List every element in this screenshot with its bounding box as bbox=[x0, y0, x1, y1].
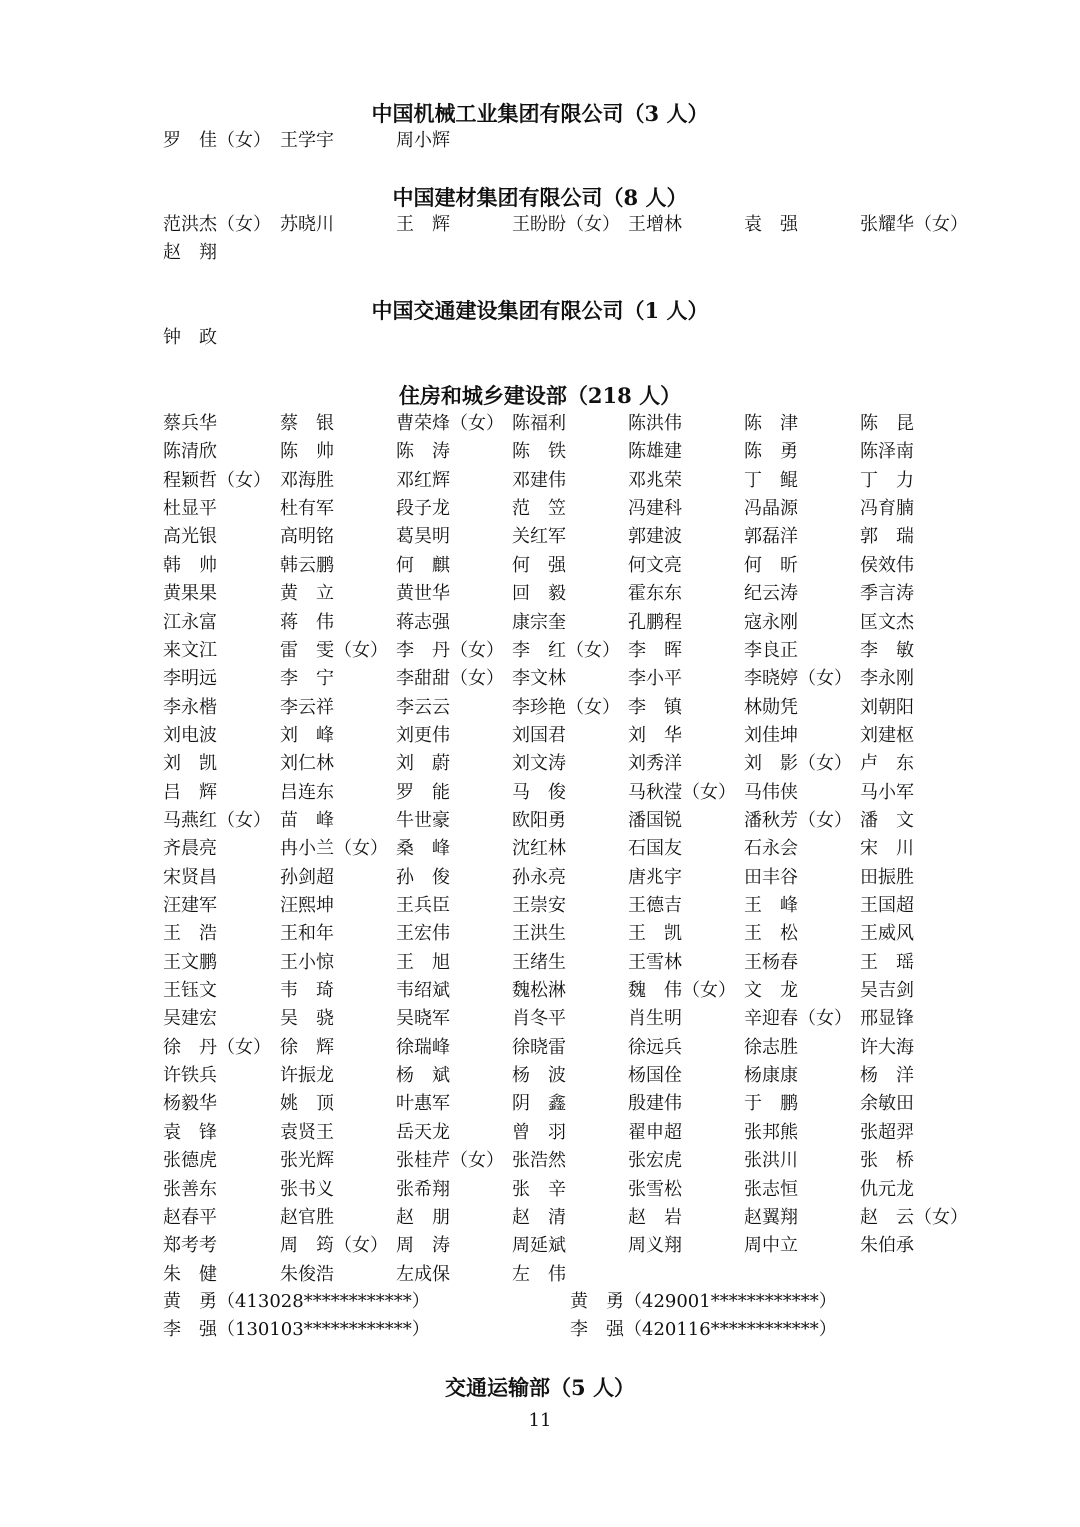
person-name: 王学宇 bbox=[280, 130, 334, 151]
person-name: 赵官胜 bbox=[280, 1206, 334, 1228]
person-name: 刘 凯 bbox=[163, 753, 217, 775]
person-name: 冯晶源 bbox=[744, 498, 798, 520]
person-name: 马 俊 bbox=[512, 781, 566, 803]
person-name: 李永刚 bbox=[860, 668, 914, 690]
person-name: 王威风 bbox=[860, 923, 914, 945]
person-name: 张书义 bbox=[280, 1178, 334, 1200]
person-name: 刘仁林 bbox=[280, 753, 334, 775]
person-name: 曹荣烽（女） bbox=[396, 413, 504, 434]
person-name: 姚 顶 bbox=[280, 1093, 334, 1115]
person-name: 田振胜 bbox=[860, 866, 914, 888]
person-name: 李明远 bbox=[163, 668, 217, 690]
person-name: 殷建伟 bbox=[628, 1093, 682, 1115]
person-name: 王洪生 bbox=[512, 923, 566, 945]
person-name: 何 麒 bbox=[396, 554, 450, 576]
person-name: 王 凯 bbox=[628, 923, 682, 945]
person-name: 杨 斌 bbox=[396, 1065, 450, 1087]
person-name: 张洪川 bbox=[744, 1150, 798, 1172]
person-name: 张 桥 bbox=[860, 1150, 914, 1172]
person-name: 高明铭 bbox=[280, 526, 334, 548]
person-name: 李珍艳（女） bbox=[512, 696, 620, 718]
person-name: 匡文杰 bbox=[860, 611, 914, 633]
person-name: 邓兆荣 bbox=[628, 469, 682, 491]
person-name: 徐 辉 bbox=[280, 1036, 334, 1058]
person-name: 丁 鲲 bbox=[744, 469, 798, 491]
person-name: 徐 丹（女） bbox=[163, 1036, 271, 1058]
person-name: 韦 琦 bbox=[280, 980, 334, 1001]
person-name: 李 宁 bbox=[280, 668, 334, 690]
person-name: 林勋凭 bbox=[744, 696, 798, 718]
person-name: 蒋志强 bbox=[396, 611, 450, 633]
person-name: 江永富 bbox=[163, 611, 217, 633]
person-name: 王崇安 bbox=[512, 895, 566, 916]
person-name: 潘国锐 bbox=[628, 809, 682, 831]
person-name: 赵 岩 bbox=[628, 1206, 682, 1228]
person-name: 刘 华 bbox=[628, 724, 682, 746]
person-name: 雷 雯（女） bbox=[280, 639, 388, 661]
person-name: 刘国君 bbox=[512, 724, 566, 746]
person-name: 范洪杰（女） bbox=[163, 214, 271, 235]
person-name: 阴 鑫 bbox=[512, 1093, 566, 1115]
person-name: 关红军 bbox=[512, 526, 566, 548]
person-name: 石国友 bbox=[628, 838, 682, 860]
person-name: 吕连东 bbox=[280, 781, 334, 803]
person-name: 王文鹏 bbox=[163, 951, 217, 973]
person-name: 沈红林 bbox=[512, 838, 566, 860]
person-name: 于 鹏 bbox=[744, 1093, 798, 1115]
person-name: 石永会 bbox=[744, 838, 798, 860]
person-name: 吕 辉 bbox=[163, 781, 217, 803]
person-name: 杨毅华 bbox=[163, 1093, 217, 1115]
person-name: 陈清欣 bbox=[163, 441, 217, 463]
person-name: 吴建宏 bbox=[163, 1008, 217, 1030]
person-name: 马小军 bbox=[860, 781, 914, 803]
person-name: 张耀华（女） bbox=[860, 214, 968, 235]
section-title: 住房和城乡建设部（218 人） bbox=[398, 383, 682, 408]
person-name: 王增林 bbox=[628, 214, 682, 235]
person-name: 罗 能 bbox=[396, 781, 450, 803]
person-name: 刘建枢 bbox=[860, 724, 914, 746]
person-name: 徐远兵 bbox=[628, 1036, 682, 1058]
person-name: 郭磊洋 bbox=[744, 526, 798, 548]
person-name: 齐晨亮 bbox=[163, 838, 217, 860]
person-name: 张 辛 bbox=[512, 1178, 566, 1200]
person-name: 汪熙坤 bbox=[280, 895, 334, 916]
person-name-with-id: 李 强（130103************） bbox=[163, 1319, 430, 1341]
person-name: 张志恒 bbox=[744, 1178, 798, 1200]
person-name: 李 镇 bbox=[628, 696, 682, 718]
person-name: 张善东 bbox=[163, 1178, 217, 1200]
person-name: 冯育腩 bbox=[860, 498, 914, 520]
person-name: 郭 瑞 bbox=[860, 526, 914, 548]
person-name: 王德吉 bbox=[628, 895, 682, 916]
person-name: 王钰文 bbox=[163, 980, 217, 1001]
person-name-with-id: 黄 勇（429001************） bbox=[570, 1291, 837, 1312]
person-name: 刘 峰 bbox=[280, 724, 334, 746]
person-name: 叶惠军 bbox=[396, 1093, 450, 1115]
person-name: 陈 津 bbox=[744, 413, 798, 434]
person-name: 纪云涛 bbox=[744, 583, 798, 605]
person-name: 肖生明 bbox=[628, 1008, 682, 1030]
person-name: 陈 昆 bbox=[860, 413, 914, 434]
person-name: 欧阳勇 bbox=[512, 809, 566, 831]
person-name: 王盼盼（女） bbox=[512, 214, 620, 235]
person-name-with-id: 李 强（420116************） bbox=[570, 1319, 837, 1341]
person-name: 邓海胜 bbox=[280, 469, 334, 491]
person-name: 许大海 bbox=[860, 1036, 914, 1058]
person-name: 徐志胜 bbox=[744, 1036, 798, 1058]
person-name: 吴晓军 bbox=[396, 1008, 450, 1030]
person-name: 张希翔 bbox=[396, 1178, 450, 1200]
person-name: 朱伯承 bbox=[860, 1235, 914, 1257]
person-name: 袁 强 bbox=[744, 214, 798, 235]
person-name: 左 伟 bbox=[512, 1263, 566, 1285]
person-name: 段子龙 bbox=[396, 498, 450, 520]
person-name: 马燕红（女） bbox=[163, 809, 271, 831]
person-name: 陈泽南 bbox=[860, 441, 914, 463]
person-name: 冯建科 bbox=[628, 498, 682, 520]
person-name: 宋贤昌 bbox=[163, 866, 217, 888]
person-name: 刘朝阳 bbox=[860, 696, 914, 718]
person-name: 潘秋芳（女） bbox=[744, 809, 852, 831]
person-name: 陈 铁 bbox=[512, 441, 566, 463]
person-name: 苏晓川 bbox=[280, 214, 334, 235]
person-name: 周小辉 bbox=[396, 130, 450, 151]
person-name: 陈 勇 bbox=[744, 441, 798, 463]
person-name: 冉小兰（女） bbox=[280, 838, 388, 860]
person-name: 陈 帅 bbox=[280, 441, 334, 463]
person-name: 刘更伟 bbox=[396, 724, 450, 746]
person-name: 李 敏 bbox=[860, 639, 914, 661]
person-name: 周 筠（女） bbox=[280, 1235, 388, 1257]
person-name: 徐瑞峰 bbox=[396, 1036, 450, 1058]
person-name: 张桂芹（女） bbox=[396, 1150, 504, 1172]
person-name: 汪建军 bbox=[163, 895, 217, 916]
person-name: 杜显平 bbox=[163, 498, 217, 520]
person-name: 苗 峰 bbox=[280, 809, 334, 831]
page-number: 11 bbox=[528, 1410, 552, 1431]
person-name: 王 松 bbox=[744, 923, 798, 945]
person-name: 赵翼翔 bbox=[744, 1206, 798, 1228]
person-name: 孔鹏程 bbox=[628, 611, 682, 633]
person-name: 许振龙 bbox=[280, 1065, 334, 1087]
person-name: 高光银 bbox=[163, 526, 217, 548]
person-name: 潘 文 bbox=[860, 809, 914, 831]
person-name: 王绪生 bbox=[512, 951, 566, 973]
person-name: 张光辉 bbox=[280, 1150, 334, 1172]
person-name: 岳天龙 bbox=[396, 1121, 450, 1143]
person-name: 刘秀洋 bbox=[628, 753, 682, 775]
person-name: 唐兆宇 bbox=[628, 866, 682, 888]
person-name: 赵 朋 bbox=[396, 1206, 450, 1228]
person-name: 孙 俊 bbox=[396, 866, 450, 888]
person-name: 邓红辉 bbox=[396, 469, 450, 491]
person-name: 王和年 bbox=[280, 923, 334, 945]
person-name: 吴吉剑 bbox=[860, 980, 914, 1001]
person-name: 蔡兵华 bbox=[163, 413, 217, 434]
person-name: 余敏田 bbox=[860, 1093, 914, 1115]
person-name: 赵 云（女） bbox=[860, 1206, 968, 1228]
person-name: 杜有军 bbox=[280, 498, 334, 520]
person-name: 刘 影（女） bbox=[744, 753, 852, 775]
person-name: 李永楷 bbox=[163, 696, 217, 718]
person-name: 李 丹（女） bbox=[396, 639, 504, 661]
person-name: 张宏虎 bbox=[628, 1150, 682, 1172]
section-title: 中国交通建设集团有限公司（1 人） bbox=[371, 298, 709, 323]
person-name: 黄果果 bbox=[163, 583, 217, 605]
person-name: 寇永刚 bbox=[744, 611, 798, 633]
person-name: 刘文涛 bbox=[512, 753, 566, 775]
person-name: 文 龙 bbox=[744, 980, 798, 1001]
person-name: 卢 东 bbox=[860, 753, 914, 775]
person-name: 来文江 bbox=[163, 639, 217, 661]
person-name: 李 晖 bbox=[628, 639, 682, 661]
person-name: 蔡 银 bbox=[280, 413, 334, 434]
person-name: 王兵臣 bbox=[396, 895, 450, 916]
person-name: 李良正 bbox=[744, 639, 798, 661]
person-name: 王 浩 bbox=[163, 923, 217, 945]
person-name: 葛昊明 bbox=[396, 526, 450, 548]
person-name: 朱 健 bbox=[163, 1263, 217, 1285]
person-name: 吴 骁 bbox=[280, 1008, 334, 1030]
person-name: 赵 清 bbox=[512, 1206, 566, 1228]
person-name: 郭建波 bbox=[628, 526, 682, 548]
person-name: 康宗奎 bbox=[512, 611, 566, 633]
person-name: 范 笠 bbox=[512, 498, 566, 520]
person-name: 魏 伟（女） bbox=[628, 980, 736, 1001]
person-name: 张邦熊 bbox=[744, 1121, 798, 1143]
person-name: 赵春平 bbox=[163, 1206, 217, 1228]
person-name: 赵 翔 bbox=[163, 242, 217, 263]
person-name: 袁贤王 bbox=[280, 1121, 334, 1143]
person-name: 杨康康 bbox=[744, 1065, 798, 1087]
person-name: 何 强 bbox=[512, 554, 566, 576]
person-name: 回 毅 bbox=[512, 583, 566, 605]
person-name: 周中立 bbox=[744, 1235, 798, 1257]
person-name: 王 瑶 bbox=[860, 951, 914, 973]
person-name: 刘电波 bbox=[163, 724, 217, 746]
person-name: 孙永亮 bbox=[512, 866, 566, 888]
person-name: 马伟侠 bbox=[744, 781, 798, 803]
person-name: 刘 蔚 bbox=[396, 753, 450, 775]
person-name: 韩云鹏 bbox=[280, 554, 334, 576]
person-name: 霍东东 bbox=[628, 583, 682, 605]
person-name: 王国超 bbox=[860, 895, 914, 916]
person-name: 魏松淋 bbox=[512, 980, 566, 1001]
person-name: 韩 帅 bbox=[163, 554, 217, 576]
person-name: 李小平 bbox=[628, 668, 682, 690]
person-name: 钟 政 bbox=[163, 327, 217, 348]
person-name: 王 峰 bbox=[744, 895, 798, 916]
person-name: 张超羿 bbox=[860, 1121, 914, 1143]
person-name: 周延斌 bbox=[512, 1235, 566, 1257]
person-name: 罗 佳（女） bbox=[163, 130, 271, 151]
person-name: 周 涛 bbox=[396, 1235, 450, 1257]
person-name: 黄世华 bbox=[396, 583, 450, 605]
person-name: 周义翔 bbox=[628, 1235, 682, 1257]
person-name: 邓建伟 bbox=[512, 469, 566, 491]
person-name: 何文亮 bbox=[628, 554, 682, 576]
person-name: 杨国佺 bbox=[628, 1065, 682, 1087]
person-name: 丁 力 bbox=[860, 469, 914, 491]
person-name: 许铁兵 bbox=[163, 1065, 217, 1087]
person-name: 郑考考 bbox=[163, 1235, 217, 1257]
person-name: 仇元龙 bbox=[860, 1178, 914, 1200]
person-name: 孙剑超 bbox=[280, 866, 334, 888]
person-name: 王宏伟 bbox=[396, 923, 450, 945]
person-name: 季言涛 bbox=[860, 583, 914, 605]
person-name: 张德虎 bbox=[163, 1150, 217, 1172]
person-name: 张浩然 bbox=[512, 1150, 566, 1172]
person-name: 韦绍斌 bbox=[396, 980, 450, 1001]
person-name: 李文林 bbox=[512, 668, 566, 690]
section-title: 中国机械工业集团有限公司（3 人） bbox=[371, 101, 709, 126]
person-name: 杨 洋 bbox=[860, 1065, 914, 1087]
person-name: 肖冬平 bbox=[512, 1008, 566, 1030]
person-name: 左成保 bbox=[396, 1263, 450, 1285]
person-name: 牛世豪 bbox=[396, 809, 450, 831]
person-name: 李云云 bbox=[396, 696, 450, 718]
person-name: 王 旭 bbox=[396, 951, 450, 973]
person-name: 李晓婷（女） bbox=[744, 668, 852, 690]
person-name: 朱俊浩 bbox=[280, 1263, 334, 1285]
person-name-with-id: 黄 勇（413028************） bbox=[163, 1291, 430, 1312]
person-name: 李 红（女） bbox=[512, 639, 620, 661]
person-name: 李云祥 bbox=[280, 696, 334, 718]
person-name: 马秋滢（女） bbox=[628, 781, 736, 803]
person-name: 邢显锋 bbox=[860, 1008, 914, 1030]
person-name: 田丰谷 bbox=[744, 866, 798, 888]
person-name: 王 辉 bbox=[396, 214, 450, 235]
person-name: 袁 锋 bbox=[163, 1121, 217, 1143]
person-name: 辛迎春（女） bbox=[744, 1008, 852, 1030]
person-name: 陈福利 bbox=[512, 413, 566, 434]
person-name: 王小惊 bbox=[280, 951, 334, 973]
person-name: 何 昕 bbox=[744, 554, 798, 576]
person-name: 刘佳坤 bbox=[744, 724, 798, 746]
person-name: 陈 涛 bbox=[396, 441, 450, 463]
person-name: 杨 波 bbox=[512, 1065, 566, 1087]
person-name: 王杨春 bbox=[744, 951, 798, 973]
person-name: 宋 川 bbox=[860, 838, 914, 860]
section-title: 交通运输部（5 人） bbox=[445, 1375, 635, 1400]
person-name: 张雪松 bbox=[628, 1178, 682, 1200]
person-name: 徐晓雷 bbox=[512, 1036, 566, 1058]
person-name: 侯效伟 bbox=[860, 554, 914, 576]
person-name: 陈洪伟 bbox=[628, 413, 682, 434]
person-name: 蒋 伟 bbox=[280, 611, 334, 633]
person-name: 翟申超 bbox=[628, 1121, 682, 1143]
person-name: 桑 峰 bbox=[396, 838, 450, 860]
person-name: 程颖哲（女） bbox=[163, 469, 271, 491]
person-name: 陈雄建 bbox=[628, 441, 682, 463]
person-name: 李甜甜（女） bbox=[396, 668, 504, 690]
person-name: 黄 立 bbox=[280, 583, 334, 605]
person-name: 王雪林 bbox=[628, 951, 682, 973]
person-name: 曾 羽 bbox=[512, 1121, 566, 1143]
section-title: 中国建材集团有限公司（8 人） bbox=[392, 185, 688, 210]
